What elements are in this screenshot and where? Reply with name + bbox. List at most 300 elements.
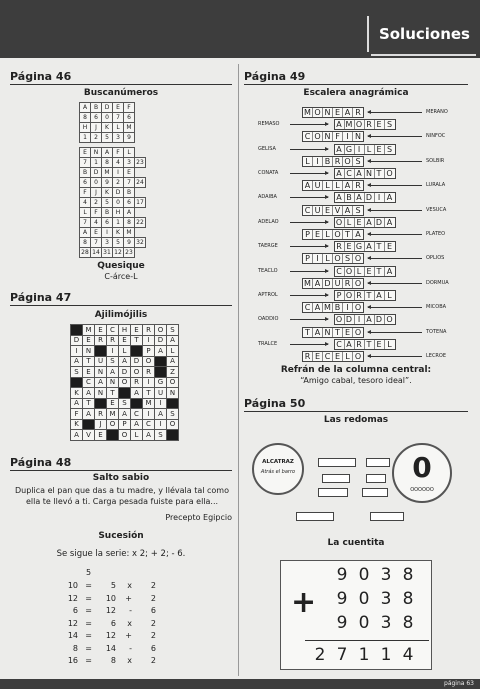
escalera-letter: A	[386, 217, 393, 227]
escalera-letter: L	[387, 291, 392, 300]
escalera-anagram-label: ADAIBA	[258, 194, 277, 201]
grid-cell: 1	[113, 218, 124, 228]
arrow-icon	[290, 319, 328, 320]
escalera-letter: R	[355, 108, 361, 117]
sum-digit: 0	[358, 565, 370, 585]
escalera-letter: T	[375, 242, 385, 251]
grid-cell: 7	[91, 238, 102, 248]
escalera-anagram-label: TOTENA	[426, 328, 447, 335]
sucesion-value: 2	[150, 618, 156, 628]
grid-cell: A	[83, 388, 95, 399]
escalera-letter: O	[386, 169, 393, 178]
grid-cell: O	[119, 430, 131, 441]
grid-cell: 31	[103, 249, 111, 256]
sucesion-row	[22, 593, 156, 605]
escalera-letter: O	[335, 315, 345, 324]
grid-cell: I	[155, 419, 167, 430]
grid-cell: M	[143, 398, 155, 409]
grid-cell: 22	[136, 219, 144, 226]
grid-cell: O	[167, 419, 179, 430]
sum-digit: 8	[402, 589, 414, 609]
arrow-icon	[290, 246, 328, 247]
escalera-letter: C	[303, 206, 313, 215]
sum-digit: 8	[402, 565, 414, 585]
sum-digit: 0	[358, 613, 370, 633]
sucesion-title: Sucesión	[98, 531, 144, 541]
escalera-anagram-label: GELISA	[258, 145, 276, 152]
arrow-icon	[290, 344, 328, 345]
grid-cell: H	[80, 123, 91, 133]
buscanumeros-grid-top	[79, 102, 135, 143]
sucesion-value: +	[125, 593, 132, 603]
sum-digit: 9	[336, 565, 348, 585]
escalera-letter: L	[323, 230, 333, 239]
redoma-box-8	[370, 512, 404, 521]
escalera-letter: T	[303, 328, 313, 337]
grid-cell: K	[102, 188, 113, 198]
escalera-word	[302, 327, 364, 338]
grid-cell: H	[119, 325, 131, 336]
escalera-letter: D	[375, 315, 385, 324]
grid-cell: A	[167, 356, 179, 367]
result-digit: 1	[358, 645, 370, 665]
grid-cell	[135, 248, 146, 258]
quesique-title: Quesique	[97, 261, 145, 271]
sucesion-value: 2	[150, 631, 156, 640]
grid-cell: J	[91, 123, 102, 133]
redoma-box-1	[318, 458, 356, 467]
grid-cell: A	[155, 346, 167, 357]
escalera-anagram-label: ADELAO	[258, 218, 279, 225]
sucesion-value: 12	[105, 606, 116, 615]
escalera-letter: V	[333, 206, 343, 215]
escalera-letter: O	[333, 254, 343, 263]
grid-cell: S	[119, 398, 131, 409]
grid-cell: U	[95, 356, 107, 367]
grid-cell: M	[124, 228, 135, 238]
sucesion-value: 6	[150, 643, 156, 653]
grid-cell: 5	[102, 198, 113, 208]
escalera-letter: E	[333, 108, 343, 117]
escalera-letter: O	[386, 315, 393, 325]
grid-cell: R	[107, 335, 119, 346]
grid-cell: L	[167, 346, 179, 357]
sum-row-2	[331, 589, 419, 609]
grid-cell: I	[113, 168, 124, 178]
redoma-left-subtitle: Atrás el barro	[260, 469, 296, 475]
sucesion-value: -	[129, 643, 132, 653]
sucesion-row	[22, 618, 156, 630]
grid-cell: R	[95, 409, 107, 420]
column-divider	[238, 64, 239, 676]
grid-cell: 6	[124, 198, 135, 208]
grid-cell: A	[119, 409, 131, 420]
escalera-letter: D	[345, 315, 355, 324]
grid-cell: 8	[124, 218, 135, 228]
grid-cell: T	[83, 356, 95, 367]
escalera-letter: E	[375, 120, 385, 129]
grid-cell: E	[131, 325, 143, 336]
grid-cell: E	[119, 335, 131, 346]
arrow-icon	[368, 307, 422, 308]
escalera-letter: B	[323, 157, 333, 166]
grid-cell: 1	[80, 133, 91, 143]
escalera-letter: T	[375, 169, 385, 178]
grid-cell: 5	[113, 238, 124, 248]
grid-cell: 7	[80, 218, 91, 228]
sucesion-value: 14	[67, 631, 78, 640]
grid-cell: 3	[113, 133, 124, 143]
escalera-word	[302, 351, 364, 362]
arrow-icon	[368, 185, 422, 186]
sum-digit: 3	[380, 589, 392, 609]
sucesion-row	[22, 631, 156, 642]
cuentita-box	[280, 560, 432, 670]
sucesion-value: 12	[105, 631, 116, 640]
grid-cell: A	[107, 367, 119, 378]
footer-bar	[0, 679, 480, 689]
grid-cell: S	[71, 367, 83, 378]
grid-cell: D	[102, 103, 113, 113]
escalera-letter: A	[335, 193, 345, 202]
grid-cell: R	[95, 335, 107, 346]
grid-cell: N	[107, 377, 119, 388]
grid-cell	[71, 325, 83, 336]
grid-cell: E	[95, 325, 107, 336]
escalera-letter: L	[323, 254, 333, 263]
grid-cell	[135, 228, 146, 238]
escalera-letter: D	[365, 193, 375, 202]
grid-cell: J	[95, 419, 107, 430]
sucesion-value: =	[85, 581, 92, 590]
grid-cell: R	[143, 325, 155, 336]
escalera-letter: R	[355, 181, 361, 191]
grid-cell: I	[143, 335, 155, 346]
escalera-letter: O	[313, 108, 323, 117]
escalera-anagram-label: LECROE	[426, 353, 447, 359]
escalera-word	[302, 278, 364, 289]
arrow-icon	[368, 356, 422, 357]
grid-cell: 23	[125, 249, 133, 256]
escalera-anagram-label: TAERGE	[258, 243, 278, 250]
grid-cell: G	[155, 377, 167, 388]
redoma-box-5	[318, 488, 348, 497]
escalera-letter: O	[354, 303, 362, 313]
sum-row-3	[331, 613, 419, 633]
sucesion-value: 2	[150, 593, 156, 603]
sum-digit: 9	[336, 589, 348, 609]
escalera-anagram-label: NINFOC	[426, 133, 446, 140]
escalera-word	[334, 266, 396, 277]
sucesion-value: 10	[105, 593, 116, 603]
redoma-right-digit: 0	[412, 451, 432, 484]
grid-cell: L	[113, 123, 124, 133]
grid-cell: K	[113, 228, 124, 238]
escalera-letter: A	[343, 108, 353, 117]
escalera-anagram-label: VESUCA	[426, 206, 447, 213]
redoma-left-label: ALCATRAZ	[262, 459, 294, 465]
escalera-letter: O	[354, 254, 362, 264]
result-digit: 4	[402, 645, 414, 665]
grid-cell: C	[83, 377, 95, 388]
escalera-anagram-label: TRALCE	[258, 340, 278, 347]
escalera-letter: C	[335, 340, 345, 349]
grid-cell: 28	[81, 249, 89, 256]
escalera-letter: E	[313, 352, 323, 361]
salto-sabio-line-2: ella te llevó a ti. Carga pesada fuiste para ella...	[25, 497, 219, 506]
grid-cell: 4	[113, 158, 124, 168]
grid-cell: 14	[92, 249, 100, 256]
sucesion-value: x	[127, 618, 132, 628]
sucesion-value: =	[85, 618, 92, 628]
grid-cell: A	[71, 356, 83, 367]
grid-cell: A	[119, 356, 131, 367]
grid-cell: E	[83, 367, 95, 378]
sum-digit: 8	[402, 613, 414, 633]
sucesion-value: 2	[150, 656, 156, 665]
escalera-letter: A	[355, 193, 365, 202]
grid-cell: L	[80, 208, 91, 218]
arrow-icon	[368, 210, 422, 211]
escalera-letter: R	[355, 340, 365, 349]
grid-cell: 9	[124, 133, 135, 143]
grid-cell: D	[113, 188, 124, 198]
grid-cell: B	[102, 208, 113, 218]
escalera-letter: E	[343, 328, 353, 337]
section-title-p48: Página 48	[10, 456, 232, 471]
grid-cell: J	[91, 188, 102, 198]
escalera-letter: M	[303, 108, 313, 117]
grid-cell: E	[91, 228, 102, 238]
grid-cell: 2	[113, 178, 124, 188]
grid-cell: F	[124, 103, 135, 113]
grid-cell: 0	[102, 113, 113, 123]
grid-cell: A	[95, 377, 107, 388]
escalera-letter: T	[375, 267, 385, 276]
salto-sabio-title: Salto sabio	[92, 473, 150, 483]
refran-title: Refrán de la columna central:	[280, 365, 432, 375]
escalera-letter: E	[365, 267, 375, 276]
section-title-p46: Página 46	[10, 70, 232, 85]
grid-cell: D	[71, 335, 83, 346]
grid-cell: 2	[91, 133, 102, 143]
grid-cell	[135, 188, 146, 198]
escalera-letter: A	[355, 230, 361, 239]
escalera-anagram-label: MICOBA	[426, 304, 447, 311]
grid-cell: P	[143, 346, 155, 357]
grid-cell: 17	[136, 199, 144, 206]
escalera-letter: A	[335, 169, 345, 178]
escalera-letter: E	[355, 218, 365, 227]
escalera-letter: C	[335, 267, 345, 276]
grid-cell: M	[83, 325, 95, 336]
quesique-answer: C-árce-L	[104, 272, 138, 281]
escalera-letter: E	[375, 145, 385, 154]
sucesion-rule: Se sigue la serie: x 2; + 2; - 6.	[56, 549, 186, 559]
escalera-letter: I	[355, 315, 365, 324]
escalera-letter: I	[313, 254, 323, 263]
escalera-letter: S	[355, 156, 361, 166]
escalera-letter: I	[313, 157, 323, 166]
escalera-letter: A	[355, 169, 365, 178]
grid-cell: C	[107, 325, 119, 336]
sum-divider	[305, 640, 429, 641]
arrow-icon	[290, 173, 328, 174]
sucesion-value: 6	[150, 606, 156, 615]
sucesion-value: 2	[150, 581, 156, 590]
escalera-anagram-label: LURALA	[426, 182, 446, 189]
grid-cell: E	[107, 398, 119, 409]
escalera-letter: R	[333, 157, 343, 166]
grid-cell: 0	[113, 198, 124, 208]
sucesion-value: 16	[67, 656, 78, 665]
grid-cell: T	[143, 388, 155, 399]
escalera-anagram-label: TEACLO	[258, 267, 278, 274]
escalera-letter: A	[313, 279, 323, 288]
sum-digit: 3	[380, 565, 392, 585]
escalera-letter: R	[303, 352, 313, 361]
arrow-icon	[368, 161, 422, 162]
escalera-letter: D	[323, 279, 333, 288]
escalera-letter: U	[333, 279, 343, 288]
escalera-letter: S	[386, 120, 393, 130]
escalera-word	[302, 205, 364, 216]
sucesion-value: -	[129, 606, 132, 615]
sucesion-value: =	[85, 656, 92, 665]
escalera-word	[302, 156, 364, 167]
escalera-letter: B	[345, 193, 355, 202]
grid-cell: O	[155, 325, 167, 336]
escalera-letter: A	[365, 242, 375, 251]
grid-cell: O	[131, 367, 143, 378]
grid-cell: A	[155, 409, 167, 420]
escalera-letter: A	[343, 181, 353, 190]
sucesion-value: =	[85, 606, 92, 615]
grid-cell: A	[131, 388, 143, 399]
escalera-word	[334, 314, 396, 325]
grid-cell: 32	[136, 239, 144, 246]
grid-cell: A	[71, 430, 83, 441]
escalera-word	[334, 217, 396, 228]
grid-cell	[131, 398, 143, 409]
redoma-left	[252, 443, 304, 495]
salto-sabio-line-1: Duplica el pan que das a tu madre, y llévala tal como	[14, 486, 229, 495]
escalera-letter: A	[386, 193, 393, 203]
grid-cell	[107, 430, 119, 441]
escalera-letter: C	[345, 169, 355, 178]
escalera-letter: L	[343, 352, 353, 361]
result-digit: 1	[380, 645, 392, 665]
sum-digit: 3	[380, 613, 392, 633]
grid-cell: E	[95, 430, 107, 441]
grid-cell: T	[83, 398, 95, 409]
escalera-anagram-label: SOLBIR	[426, 157, 445, 164]
grid-cell: 12	[114, 249, 122, 256]
refran-text: “Amigo cabal, tesoro ideal”.	[300, 376, 412, 385]
escalera-letter: F	[333, 132, 343, 141]
escalera-letter: T	[333, 328, 343, 337]
grid-cell: 6	[91, 113, 102, 123]
escalera-letter: E	[345, 242, 355, 251]
escalera-word	[302, 107, 364, 118]
escalera-letter: C	[303, 132, 313, 141]
escalera-letter: A	[386, 266, 393, 276]
grid-cell: 24	[136, 179, 144, 186]
grid-cell: A	[124, 208, 135, 218]
grid-cell: E	[83, 335, 95, 346]
grid-cell: I	[71, 346, 83, 357]
grid-cell: 6	[80, 178, 91, 188]
grid-cell: S	[155, 430, 167, 441]
sucesion-value: 10	[67, 581, 78, 590]
grid-cell: P	[119, 419, 131, 430]
header-bar	[0, 0, 480, 58]
grid-cell	[131, 346, 143, 357]
escalera-word	[334, 168, 396, 179]
escalera-letter: G	[345, 145, 355, 154]
grid-cell: 8	[102, 158, 113, 168]
grid-cell: Z	[167, 367, 179, 378]
arrow-icon	[368, 136, 422, 137]
escalera-anagram-label: APTROL	[258, 292, 278, 298]
sucesion-value: 6	[72, 606, 78, 615]
escalera-letter: I	[343, 132, 353, 141]
escalera-letter: A	[335, 145, 345, 154]
sucesion-value: =	[85, 593, 92, 603]
escalera-anagram-label: OADDIO	[258, 316, 279, 323]
grid-cell: S	[167, 325, 179, 336]
grid-cell: F	[71, 409, 83, 420]
grid-cell: 8	[80, 238, 91, 248]
grid-cell: 5	[102, 133, 113, 143]
arrow-icon	[368, 112, 422, 113]
escalera-letter: R	[355, 291, 365, 300]
escalera-letter: O	[354, 327, 362, 337]
grid-cell: O	[167, 377, 179, 388]
grid-cell	[155, 356, 167, 367]
sucesion-row	[22, 606, 156, 617]
escalera-letter: B	[333, 303, 343, 312]
escalera-letter: R	[365, 120, 375, 129]
escalera-letter: N	[355, 132, 361, 142]
grid-cell	[95, 346, 107, 357]
escalera-letter: L	[333, 181, 343, 190]
sucesion-row	[22, 656, 156, 667]
sucesion-row	[22, 581, 156, 592]
grid-cell: 4	[80, 198, 91, 208]
sucesion-value: =	[85, 643, 92, 653]
escalera-letter: U	[313, 206, 323, 215]
escalera-letter: S	[343, 254, 353, 263]
escalera-letter: A	[303, 181, 313, 190]
sum-row-1	[331, 565, 419, 585]
escalera-word	[302, 302, 364, 313]
grid-cell: 6	[102, 218, 113, 228]
escalera-letter: S	[355, 205, 361, 215]
sum-result	[309, 645, 419, 665]
result-digit: 7	[336, 645, 348, 665]
redoma-box-3	[322, 474, 350, 483]
section-title-p49: Página 49	[244, 70, 468, 85]
arrow-icon	[368, 283, 422, 284]
arrow-icon	[290, 124, 328, 125]
arrow-icon	[290, 295, 328, 296]
grid-cell: B	[80, 168, 91, 178]
grid-cell: A	[131, 419, 143, 430]
grid-cell	[83, 419, 95, 430]
escalera-letter: O	[354, 278, 362, 288]
grid-cell: I	[143, 377, 155, 388]
